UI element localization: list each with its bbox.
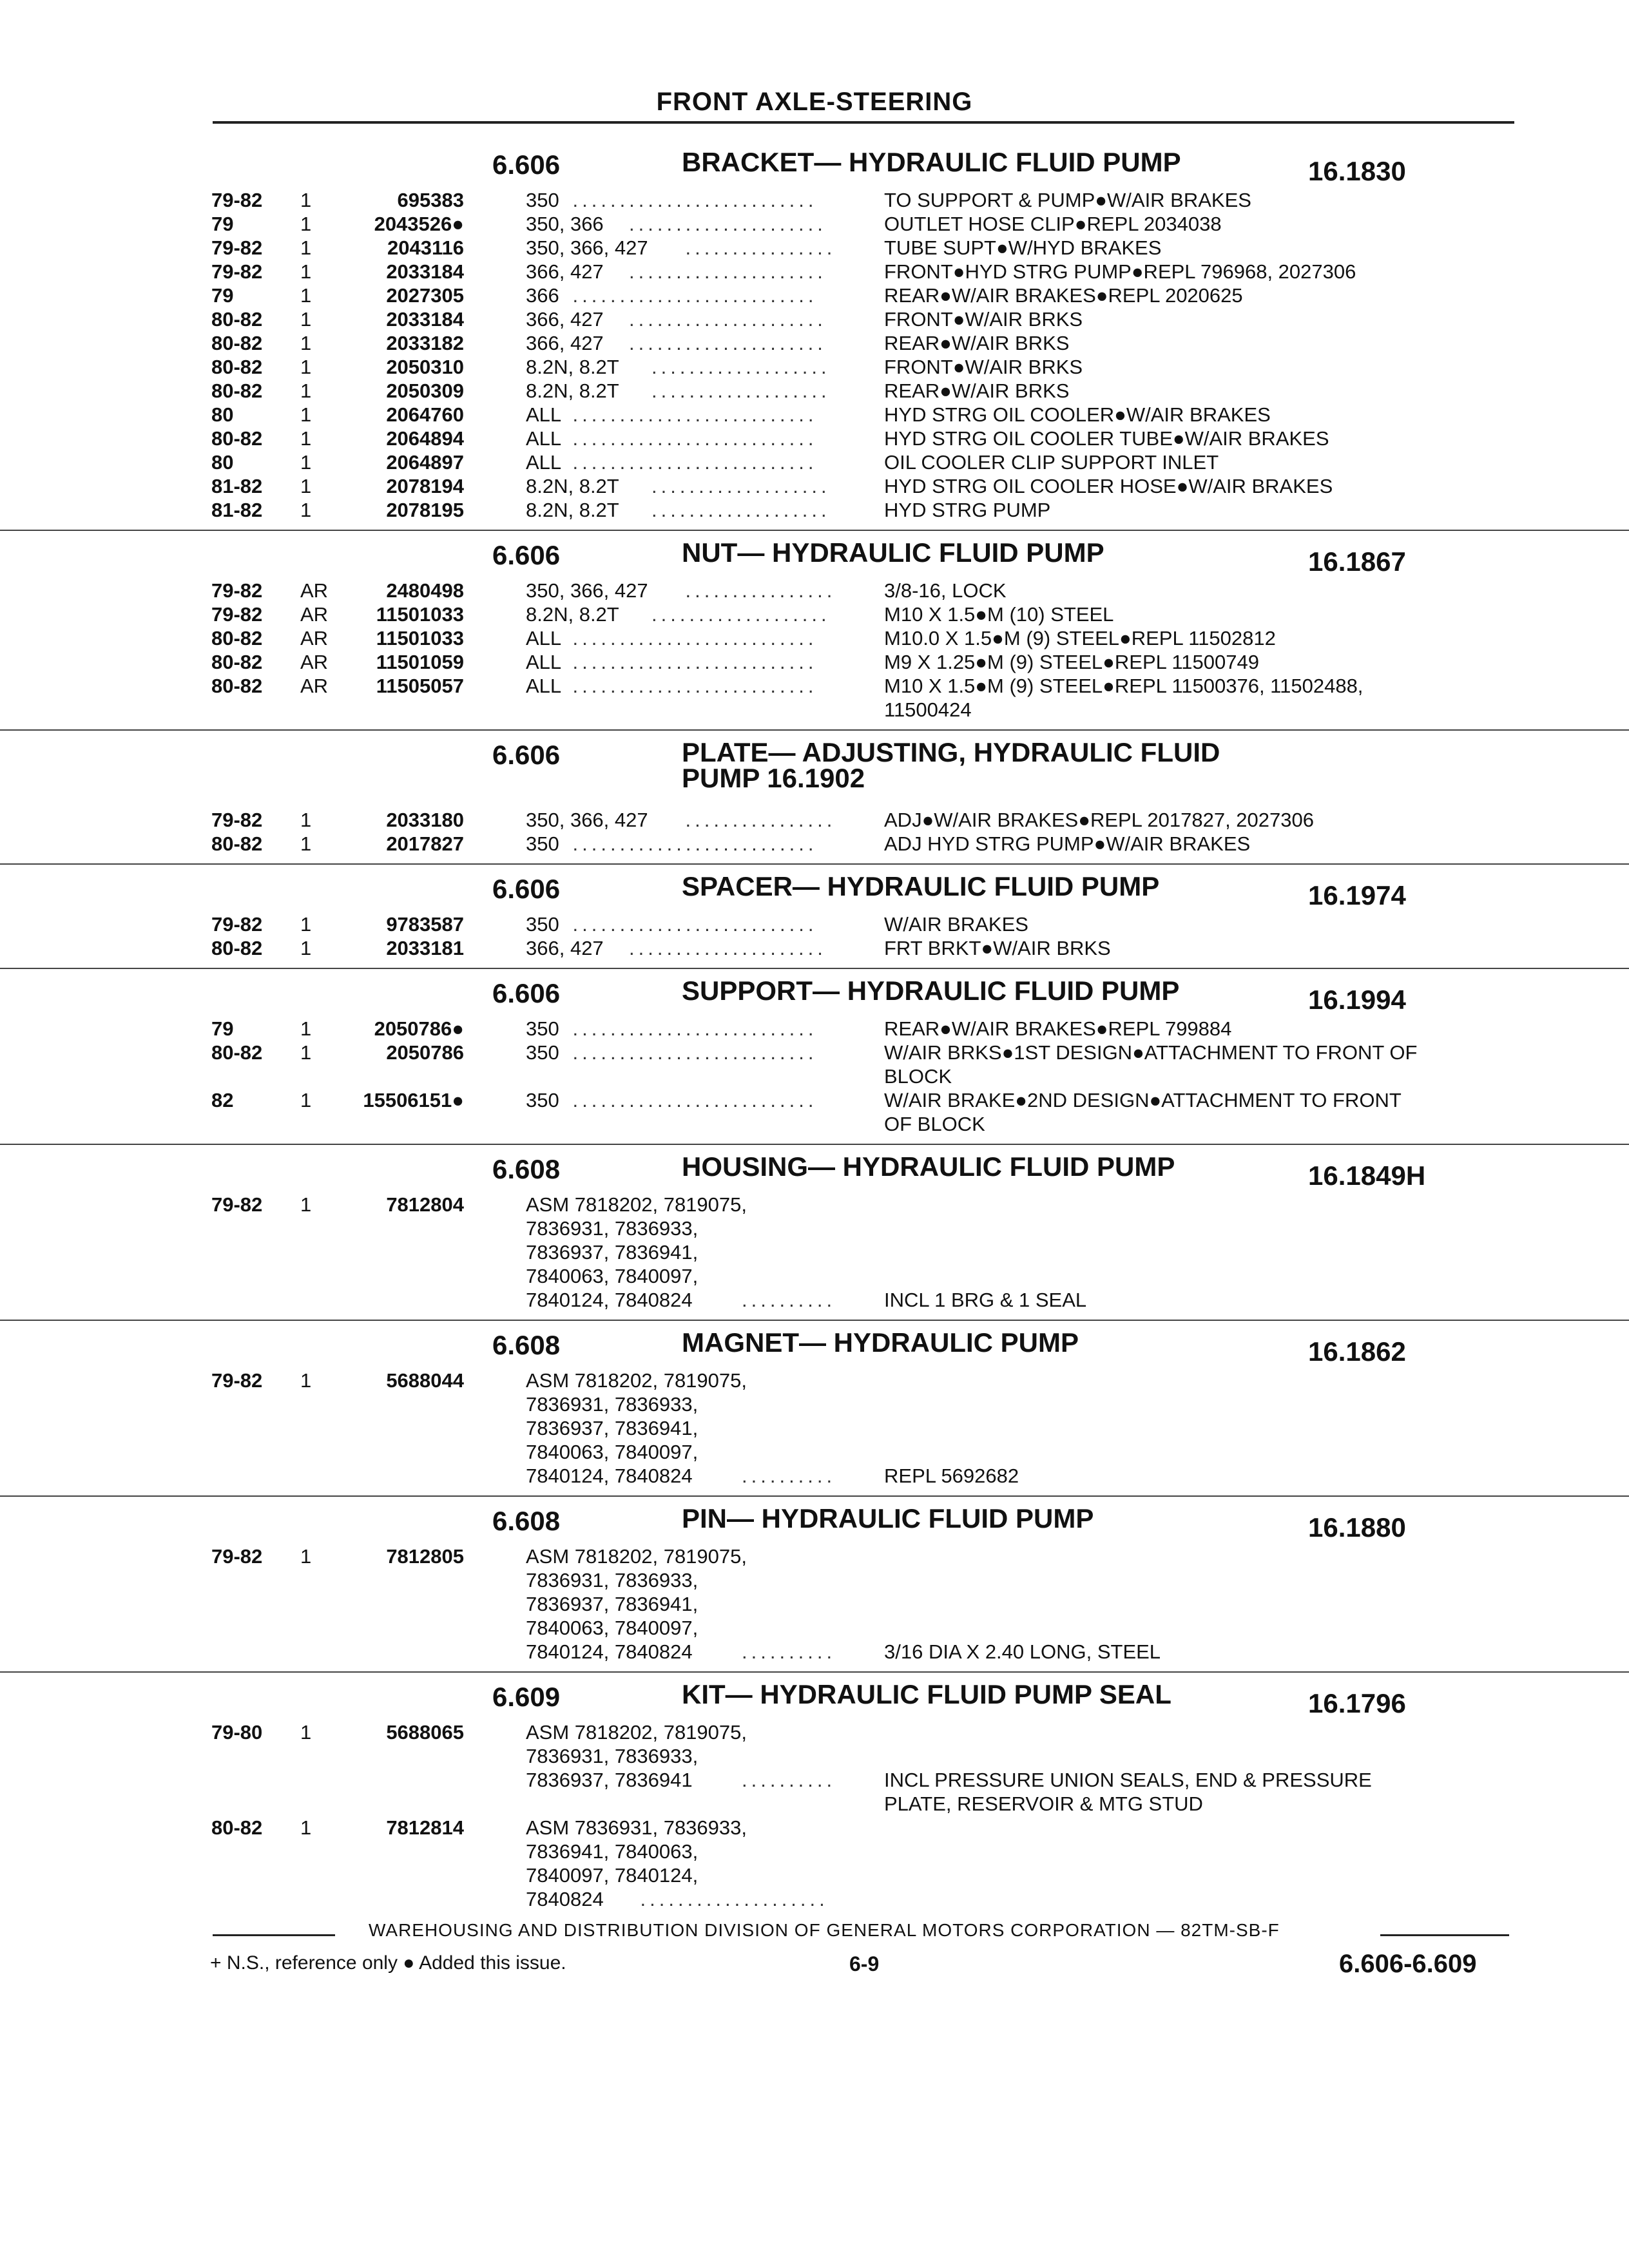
year-range: 80-82: [211, 675, 263, 697]
leader-dots: ..........................: [572, 403, 818, 426]
part-number: 15506151●: [363, 1089, 464, 1111]
part-row: [0, 1544, 1629, 1664]
parts-section: [0, 1144, 1629, 1312]
part-description: 3/16 DIA X 2.40 LONG, STEEL: [884, 1640, 1161, 1663]
footer-rule-left: [213, 1934, 335, 1936]
section-heading: [0, 1679, 1629, 1720]
model-application: 350, 366, 427: [526, 809, 648, 831]
part-description: FRONT●HYD STRG PUMP●REPL 796968, 2027306: [884, 260, 1356, 283]
part-description: M9 X 1.25●M (9) STEEL●REPL 11500749: [884, 651, 1259, 673]
part-description: M10 X 1.5●M (10) STEEL: [884, 603, 1114, 626]
leader-dots: ..........: [742, 1640, 836, 1663]
section-title: HOUSING— HYDRAULIC FLUID PUMP: [682, 1151, 1175, 1182]
year-range: 79-82: [211, 260, 263, 283]
part-row: [0, 674, 1629, 722]
part-row: [0, 936, 1629, 960]
part-row: [0, 650, 1629, 674]
model-application: 366, 427: [526, 308, 604, 331]
part-description: REAR●W/AIR BRAKES●REPL 2020625: [884, 284, 1243, 307]
part-number: 2033180: [386, 809, 464, 831]
part-row: [0, 188, 1629, 212]
section-code: 16.1994: [1308, 985, 1406, 1015]
parts-section: [0, 968, 1629, 1136]
model-application: ASM 7836931, 7836933, 7836941, 7840063, 7840097, 7840124, 7840824: [526, 1816, 747, 1910]
leader-dots: ..........................: [572, 427, 818, 450]
leader-dots: ....................: [640, 1888, 829, 1910]
part-description: OIL COOLER CLIP SUPPORT INLET: [884, 451, 1219, 474]
part-row: [0, 1088, 1629, 1136]
model-application: 8.2N, 8.2T: [526, 475, 619, 497]
part-number: 2050786: [386, 1041, 464, 1064]
part-description: TO SUPPORT & PUMP●W/AIR BRAKES: [884, 189, 1251, 211]
leader-dots: .....................: [629, 937, 827, 959]
quantity: AR: [300, 651, 329, 673]
model-application: 350, 366, 427: [526, 579, 648, 602]
part-number: 2064894: [386, 427, 464, 450]
leader-dots: ..........................: [572, 651, 818, 673]
leader-dots: .....................: [629, 213, 827, 235]
section-number: 6.606: [492, 540, 561, 570]
model-application: 350: [526, 1017, 559, 1040]
model-application: ALL: [526, 651, 562, 673]
leader-dots: ...................: [651, 499, 831, 521]
part-description: REAR●W/AIR BRKS: [884, 380, 1070, 402]
part-number: 11501033: [376, 603, 464, 626]
quantity: AR: [300, 627, 329, 649]
part-row: [0, 602, 1629, 626]
part-row: [0, 832, 1629, 856]
part-row: [0, 912, 1629, 936]
section-title: PIN— HYDRAULIC FLUID PUMP: [682, 1503, 1094, 1533]
part-number: 2043116: [387, 236, 464, 259]
year-range: 79-82: [211, 1369, 263, 1392]
part-row: [0, 1369, 1629, 1488]
leader-dots: ................: [685, 236, 836, 259]
section-heading: [0, 149, 1629, 188]
part-number: 2033181: [386, 937, 464, 959]
quantity: 1: [300, 475, 312, 497]
section-number: 6.606: [492, 978, 561, 1008]
section-number: 6.606: [492, 740, 561, 770]
quantity: 1: [300, 1721, 312, 1744]
year-range: 79-82: [211, 913, 263, 936]
leader-dots: ...................: [651, 603, 831, 626]
part-row: [0, 474, 1629, 498]
part-number: 695383: [397, 189, 464, 211]
section-heading: [0, 1327, 1629, 1369]
part-row: [0, 1720, 1629, 1816]
part-number: 2033184: [386, 260, 464, 283]
part-number: 2017827: [386, 832, 464, 855]
year-range: 81-82: [211, 475, 263, 497]
year-range: 82: [211, 1089, 234, 1111]
section-heading: [0, 537, 1629, 579]
part-number: 11501033: [376, 627, 464, 649]
part-row: [0, 355, 1629, 379]
part-description: OUTLET HOSE CLIP●REPL 2034038: [884, 213, 1222, 235]
quantity: 1: [300, 451, 312, 474]
leader-dots: .....................: [629, 260, 827, 283]
leader-dots: ..........: [742, 1465, 836, 1487]
section-title: NUT— HYDRAULIC FLUID PUMP: [682, 537, 1104, 568]
part-number: 5688065: [386, 1721, 464, 1744]
quantity: 1: [300, 308, 312, 331]
page-number: 6-9: [849, 1952, 880, 1975]
year-range: 79: [211, 213, 234, 235]
model-application: 366, 427: [526, 332, 604, 354]
part-description: INCL 1 BRG & 1 SEAL: [884, 1289, 1087, 1311]
year-range: 80-82: [211, 427, 263, 450]
parts-section: [0, 1671, 1629, 1911]
part-description: 3/8-16, LOCK: [884, 579, 1007, 602]
part-number: 2033184: [386, 308, 464, 331]
leader-dots: ................: [685, 579, 836, 602]
part-row: [0, 1816, 1629, 1911]
part-row: [0, 498, 1629, 522]
leader-dots: .....................: [629, 308, 827, 331]
part-description: W/AIR BRKS●1ST DESIGN●ATTACHMENT TO FRONT OF BLOCK: [884, 1041, 1418, 1088]
quantity: 1: [300, 1089, 312, 1111]
quantity: AR: [300, 579, 329, 602]
part-row: [0, 1193, 1629, 1312]
part-row: [0, 1041, 1629, 1088]
model-application: ASM 7818202, 7819075, 7836931, 7836933, 7836937, 7836941, 7840063, 7840097, 7840124, 7840824: [526, 1193, 747, 1311]
year-range: 80-82: [211, 651, 263, 673]
quantity: 1: [300, 260, 312, 283]
year-range: 80-82: [211, 627, 263, 649]
part-row: [0, 427, 1629, 450]
year-range: 80-82: [211, 380, 263, 402]
part-number: 2078195: [386, 499, 464, 521]
section-title: SUPPORT— HYDRAULIC FLUID PUMP: [682, 975, 1180, 1006]
quantity: 1: [300, 380, 312, 402]
quantity: 1: [300, 1545, 312, 1568]
page-title: FRONT AXLE-STEERING: [656, 88, 973, 116]
leader-dots: ..........: [742, 1769, 836, 1791]
footer-note: + N.S., reference only ● Added this issue.: [210, 1952, 566, 1974]
section-title: MAGNET— HYDRAULIC PUMP: [682, 1327, 1079, 1358]
part-description: ADJ●W/AIR BRAKES●REPL 2017827, 2027306: [884, 809, 1314, 831]
section-heading: [0, 737, 1629, 808]
section-heading: [0, 1151, 1629, 1193]
quantity: 1: [300, 189, 312, 211]
leader-dots: ................: [685, 809, 836, 831]
section-number: 6.608: [492, 1154, 561, 1184]
year-range: 80: [211, 451, 234, 474]
part-number: 2043526●: [374, 213, 464, 235]
section-number: 6.609: [492, 1682, 561, 1712]
year-range: 80-82: [211, 832, 263, 855]
section-heading: [0, 871, 1629, 912]
section-code: 16.1796: [1308, 1688, 1406, 1718]
year-range: 81-82: [211, 499, 263, 521]
part-row: [0, 236, 1629, 260]
part-row: [0, 403, 1629, 427]
part-row: [0, 1017, 1629, 1041]
year-range: 80-82: [211, 356, 263, 378]
leader-dots: ..........................: [572, 832, 818, 855]
quantity: 1: [300, 284, 312, 307]
quantity: 1: [300, 1369, 312, 1392]
part-description: ADJ HYD STRG PUMP●W/AIR BRAKES: [884, 832, 1251, 855]
leader-dots: ..........................: [572, 1089, 818, 1111]
model-application: 366, 427: [526, 937, 604, 959]
year-range: 79-80: [211, 1721, 263, 1744]
year-range: 79: [211, 1017, 234, 1040]
leader-dots: ..........................: [572, 189, 818, 211]
quantity: 1: [300, 236, 312, 259]
parts-sections: [0, 149, 1629, 1911]
part-row: [0, 284, 1629, 307]
leader-dots: ..........................: [572, 675, 818, 697]
part-number: 2064760: [386, 403, 464, 426]
part-number: 11501059: [376, 651, 464, 673]
model-application: ALL: [526, 403, 562, 426]
leader-dots: ..........................: [572, 1041, 818, 1064]
year-range: 79-82: [211, 579, 263, 602]
parts-section: [0, 149, 1629, 522]
quantity: 1: [300, 356, 312, 378]
year-range: 79: [211, 284, 234, 307]
part-row: [0, 331, 1629, 355]
section-code: 16.1974: [1308, 880, 1406, 910]
part-row: [0, 307, 1629, 331]
model-application: 350: [526, 1089, 559, 1111]
leader-dots: ..........: [742, 1289, 836, 1311]
year-range: 79-82: [211, 809, 263, 831]
part-row: [0, 579, 1629, 602]
part-number: 2064897: [386, 451, 464, 474]
section-code: 16.1830: [1308, 156, 1406, 186]
leader-dots: ...................: [651, 380, 831, 402]
model-application: 350: [526, 1041, 559, 1064]
model-application: 350: [526, 189, 559, 211]
model-application: 350, 366: [526, 213, 604, 235]
header-rule: [213, 121, 1514, 124]
part-row: [0, 450, 1629, 474]
quantity: 1: [300, 403, 312, 426]
part-description: INCL PRESSURE UNION SEALS, END & PRESSURE PLATE, RESERVOIR & MTG STUD: [884, 1769, 1372, 1815]
part-description: M10.0 X 1.5●M (9) STEEL●REPL 11502812: [884, 627, 1276, 649]
year-range: 79-82: [211, 1193, 263, 1216]
leader-dots: ..........................: [572, 1017, 818, 1040]
parts-section: [0, 530, 1629, 722]
part-row: [0, 212, 1629, 236]
quantity: 1: [300, 1041, 312, 1064]
section-title: BRACKET— HYDRAULIC FLUID PUMP: [682, 147, 1181, 177]
quantity: 1: [300, 1193, 312, 1216]
part-description: REAR●W/AIR BRKS: [884, 332, 1070, 354]
leader-dots: ..........................: [572, 627, 818, 649]
section-number: 6.608: [492, 1330, 561, 1360]
part-description: FRONT●W/AIR BRKS: [884, 356, 1083, 378]
model-application: ALL: [526, 675, 562, 697]
section-number: 6.608: [492, 1506, 561, 1536]
leader-dots: ...................: [651, 475, 831, 497]
model-application: 8.2N, 8.2T: [526, 603, 619, 626]
model-application: 8.2N, 8.2T: [526, 380, 619, 402]
part-number: 2050310: [386, 356, 464, 378]
part-description: REAR●W/AIR BRAKES●REPL 799884: [884, 1017, 1232, 1040]
section-range: 6.606-6.609: [1339, 1950, 1477, 1978]
section-heading: [0, 975, 1629, 1017]
parts-section: [0, 1495, 1629, 1664]
year-range: 80-82: [211, 1041, 263, 1064]
model-application: ASM 7818202, 7819075, 7836931, 7836933, 7836937, 7836941: [526, 1721, 747, 1791]
quantity: 1: [300, 1017, 312, 1040]
leader-dots: ..........................: [572, 913, 818, 936]
part-number: 2050309: [386, 380, 464, 402]
model-application: ALL: [526, 451, 562, 474]
part-row: [0, 260, 1629, 284]
part-description: FRT BRKT●W/AIR BRKS: [884, 937, 1111, 959]
section-code: 16.1862: [1308, 1336, 1406, 1367]
part-number: 7812804: [386, 1193, 464, 1216]
part-number: 2480498: [386, 579, 464, 602]
quantity: 1: [300, 809, 312, 831]
part-description: FRONT●W/AIR BRKS: [884, 308, 1083, 331]
part-description: HYD STRG OIL COOLER●W/AIR BRAKES: [884, 403, 1271, 426]
part-number: 2078194: [386, 475, 464, 497]
part-description: REPL 5692682: [884, 1465, 1019, 1487]
quantity: 1: [300, 832, 312, 855]
part-description: M10 X 1.5●M (9) STEEL●REPL 11500376, 11502488, 11500424: [884, 675, 1364, 721]
parts-section: [0, 863, 1629, 960]
year-range: 80-82: [211, 332, 263, 354]
model-application: 366, 427: [526, 260, 604, 283]
year-range: 80-82: [211, 937, 263, 959]
section-title: PLATE— ADJUSTING, HYDRAULIC FLUID PUMP 16.1902: [682, 737, 1220, 793]
quantity: 1: [300, 332, 312, 354]
quantity: 1: [300, 427, 312, 450]
model-application: 350: [526, 913, 559, 936]
leader-dots: ..........................: [572, 451, 818, 474]
section-number: 6.606: [492, 149, 561, 180]
part-row: [0, 808, 1629, 832]
part-number: 7812805: [386, 1545, 464, 1568]
model-application: ASM 7818202, 7819075, 7836931, 7836933, 7836937, 7836941, 7840063, 7840097, 7840124, 7840824: [526, 1369, 747, 1487]
section-title: SPACER— HYDRAULIC FLUID PUMP: [682, 871, 1160, 901]
part-description: W/AIR BRAKES: [884, 913, 1028, 936]
section-number: 6.606: [492, 874, 561, 904]
leader-dots: ..........................: [572, 284, 818, 307]
part-number: 7812814: [386, 1816, 464, 1839]
section-title: KIT— HYDRAULIC FLUID PUMP SEAL: [682, 1679, 1171, 1709]
footer-division: WAREHOUSING AND DISTRIBUTION DIVISION OF GENERAL MOTORS CORPORATION — 82TM-SB-F: [369, 1920, 1280, 1940]
model-application: ASM 7818202, 7819075, 7836931, 7836933, 7836937, 7836941, 7840063, 7840097, 7840124, 7840824: [526, 1545, 747, 1663]
parts-section: [0, 729, 1629, 856]
leader-dots: ...................: [651, 356, 831, 378]
part-number: 2033182: [386, 332, 464, 354]
part-description: HYD STRG OIL COOLER HOSE●W/AIR BRAKES: [884, 475, 1333, 497]
part-row: [0, 626, 1629, 650]
model-application: 8.2N, 8.2T: [526, 499, 619, 521]
section-code: 16.1849H: [1308, 1160, 1426, 1191]
part-number: 5688044: [386, 1369, 464, 1392]
model-application: 350: [526, 832, 559, 855]
part-description: W/AIR BRAKE●2ND DESIGN●ATTACHMENT TO FRONT OF BLOCK: [884, 1089, 1402, 1135]
quantity: AR: [300, 603, 329, 626]
part-row: [0, 379, 1629, 403]
model-application: 350, 366, 427: [526, 236, 648, 259]
parts-section: [0, 1320, 1629, 1488]
section-code: 16.1880: [1308, 1512, 1406, 1542]
quantity: 1: [300, 499, 312, 521]
section-heading: [0, 1503, 1629, 1544]
year-range: 79-82: [211, 189, 263, 211]
quantity: 1: [300, 913, 312, 936]
model-application: 366: [526, 284, 559, 307]
part-description: TUBE SUPT●W/HYD BRAKES: [884, 236, 1162, 259]
quantity: 1: [300, 937, 312, 959]
model-application: 8.2N, 8.2T: [526, 356, 619, 378]
model-application: ALL: [526, 627, 562, 649]
part-number: 11505057: [376, 675, 464, 697]
leader-dots: .....................: [629, 332, 827, 354]
part-description: HYD STRG OIL COOLER TUBE●W/AIR BRAKES: [884, 427, 1329, 450]
model-application: ALL: [526, 427, 562, 450]
year-range: 80-82: [211, 308, 263, 331]
quantity: 1: [300, 1816, 312, 1839]
part-number: 2027305: [386, 284, 464, 307]
year-range: 79-82: [211, 236, 263, 259]
part-description: HYD STRG PUMP: [884, 499, 1051, 521]
part-number: 2050786●: [374, 1017, 464, 1040]
quantity: 1: [300, 213, 312, 235]
year-range: 79-82: [211, 1545, 263, 1568]
part-number: 9783587: [386, 913, 464, 936]
section-code: 16.1867: [1308, 546, 1406, 577]
year-range: 79-82: [211, 603, 263, 626]
year-range: 80: [211, 403, 234, 426]
footer-rule-right: [1380, 1934, 1509, 1936]
quantity: AR: [300, 675, 329, 697]
year-range: 80-82: [211, 1816, 263, 1839]
